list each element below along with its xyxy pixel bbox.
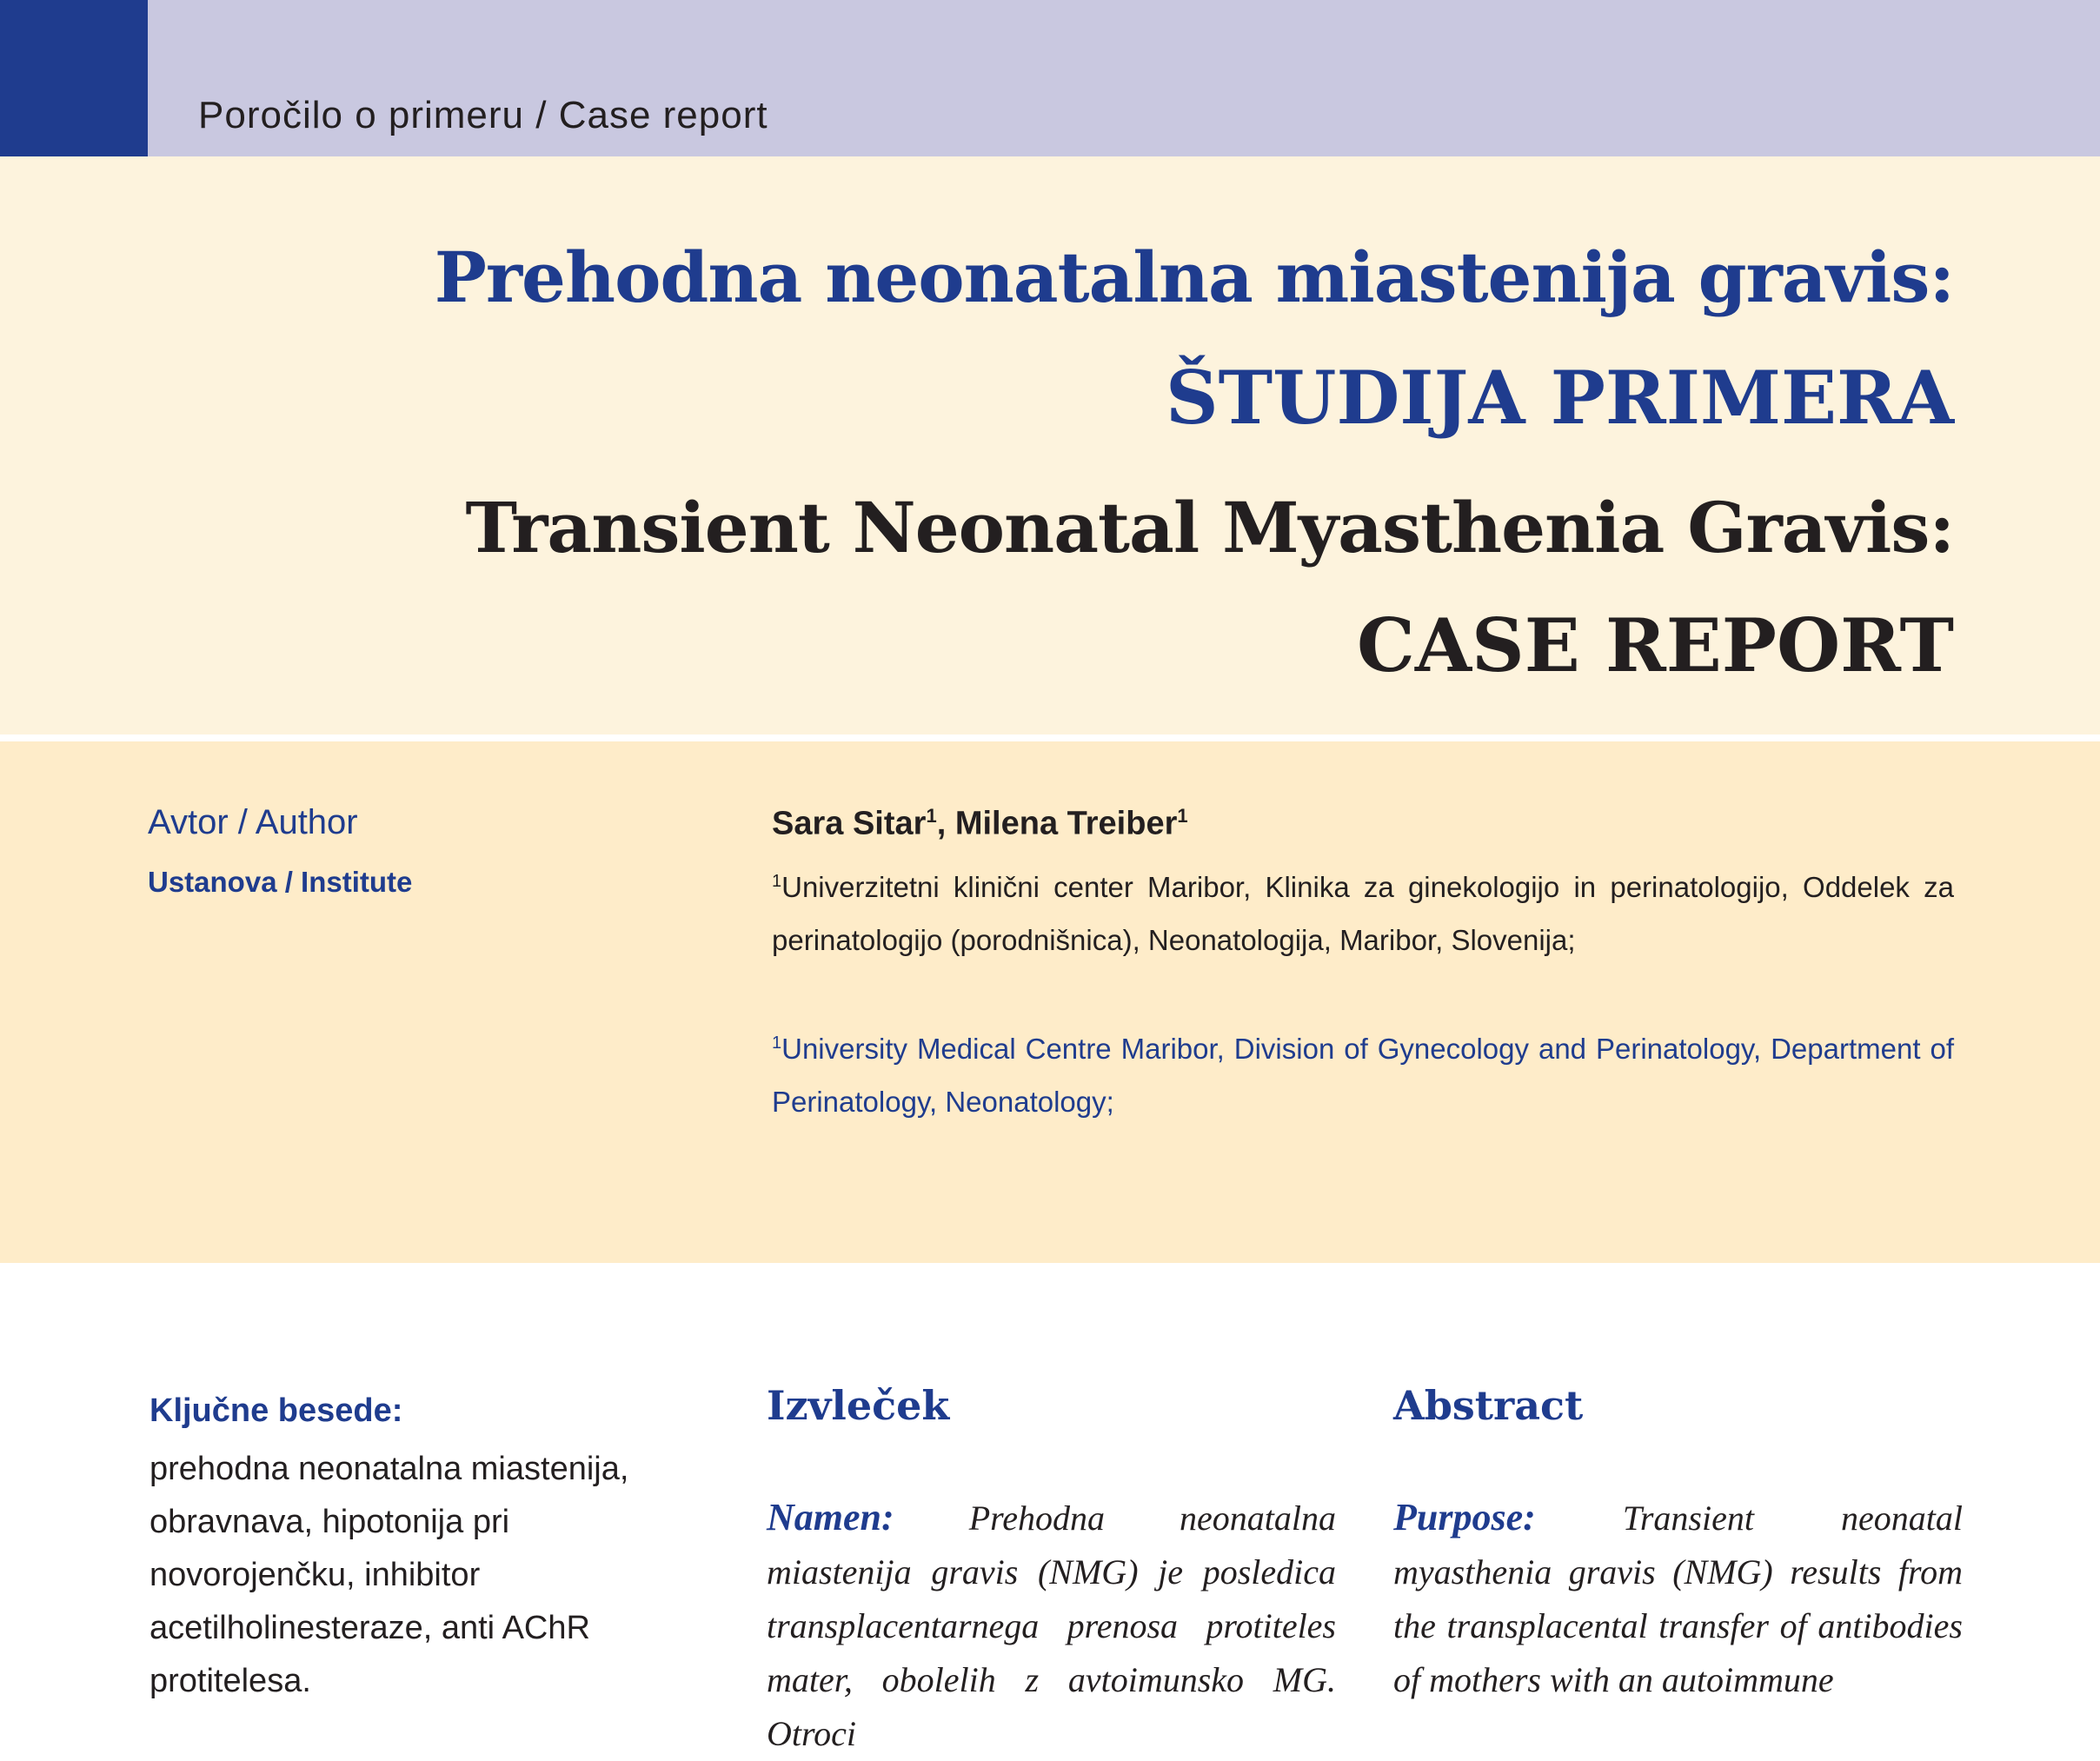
abstract-english-title: Abstract bbox=[1393, 1382, 1584, 1429]
affiliation-mark: 1 bbox=[772, 872, 782, 891]
title-english-line-1: Transient Neonatal Myasthenia Gravis: bbox=[465, 487, 1954, 568]
keywords-text: prehodna neonatalna miastenija, obravnava, hipotonija pri novorojenčku, inhibitor acetilholinesteraze, anti AChR protitelesa. bbox=[150, 1451, 629, 1699]
author-name: Sara Sitar bbox=[772, 805, 927, 842]
title-english-line-2: CASE REPORT bbox=[1357, 602, 1954, 688]
title-slovenian-line-2: ŠTUDIJA PRIMERA bbox=[1166, 355, 1954, 441]
author-separator: , bbox=[936, 805, 955, 842]
abstract-english-body bbox=[1393, 1491, 1963, 1707]
affiliation-text: Univerzitetni klinični center Maribor, Klinika za ginekologijo in perinatologijo, Oddelek za perinatologijo (porodnišnica), Neonatologija, Maribor, Slovenija; bbox=[772, 871, 1954, 956]
affiliation-english bbox=[772, 1017, 1954, 1128]
header-accent-block bbox=[0, 0, 148, 156]
abstract-slovenian-text: Prehodna neonatalna miastenija gravis (NMG) je posledica transplacentarnega prenosa protiteles mater, obolelih z avtoimunsko MG. Otroci bbox=[767, 1499, 1336, 1753]
institute-label: Ustanova / Institute bbox=[148, 866, 413, 898]
abstract-slovenian-title: Izvleček bbox=[767, 1382, 950, 1429]
author-affiliation-mark: 1 bbox=[926, 805, 937, 827]
author-affiliation-mark: 1 bbox=[1177, 805, 1188, 827]
author-name: Milena Treiber bbox=[954, 805, 1178, 842]
affiliation-slovenian bbox=[772, 855, 1954, 967]
keywords-title: Ključne besede: bbox=[150, 1392, 403, 1429]
title-slovenian-line-1: Prehodna neonatalna miastenija gravis: bbox=[434, 236, 1954, 318]
affiliation-text: University Medical Centre Maribor, Division of Gynecology and Perinatology, Department of Perinatology, Neonatology; bbox=[772, 1033, 1954, 1118]
section-label: Poročilo o primeru / Case report bbox=[198, 94, 768, 136]
author-names bbox=[772, 805, 1188, 843]
abstract-english-text: Transient neonatal myasthenia gravis (NMG) results from the transplacental transfer of antibodies of mothers with an autoimmune bbox=[1393, 1499, 1963, 1699]
abstract-english-lead: Purpose: bbox=[1393, 1496, 1536, 1538]
abstract-slovenian-lead: Namen: bbox=[767, 1496, 894, 1538]
band-separator bbox=[0, 734, 2100, 741]
affiliation-mark: 1 bbox=[772, 1033, 782, 1053]
abstract-slovenian-body bbox=[767, 1491, 1336, 1761]
author-label: Avtor / Author bbox=[148, 803, 358, 841]
